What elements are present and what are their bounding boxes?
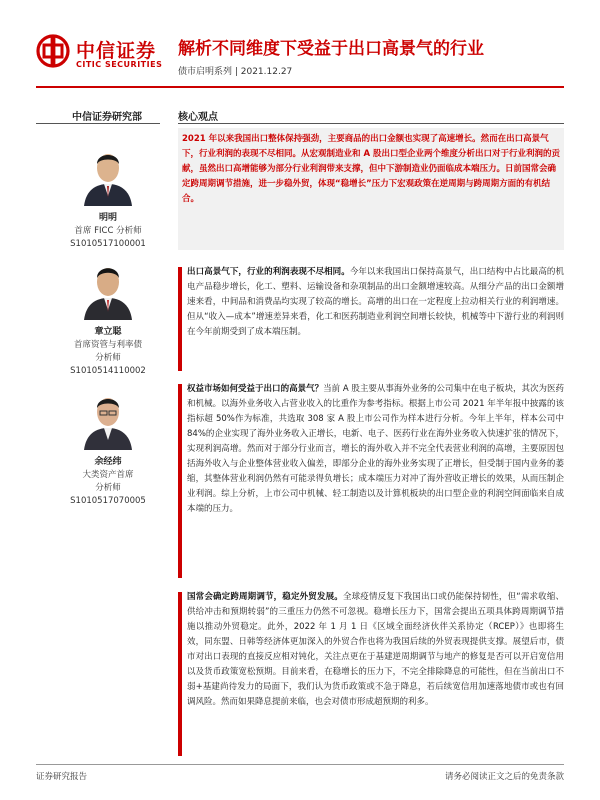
analyst-photo-icon xyxy=(80,140,136,206)
main-heading-divider xyxy=(178,123,564,124)
analyst-card xyxy=(36,254,180,378)
point-paragraph xyxy=(187,590,564,710)
point-body: 全球疫情反复下我国出口或仍能保持韧性，但“需求收缩、供给冲击和预期转弱”的三重压力仍然不可忽视。稳增长压力下，国常会提出五项具体跨周期调节措施以推动外贸稳定。此外，2022 年 1 月 1 日《区域全面经济伙伴关系协定（RCEP）》也即将生效，同东盟、日韩等经济体更加深入的外贸合作也将为我国后续的外贸表现提供支撑。展望后市，债市对出口表现的直接反应相对钝化，关注点更在于基建逆周期调节与地产的修复是否可以开启宽信用以及货币政策宽松预期。目前来看，在稳增长的压力下，不完全排除降息的可能性，但在当前出口不弱+基建尚待发力的局面下，我们认为货币政策或不急于降息，若后续宽信用加速落地债市或也有回调风险。然而如果降息提前来临，也会对债市形成超预期的利多。 xyxy=(187,592,564,707)
analyst-photo-icon xyxy=(80,384,136,450)
brand-name-en: CITIC SECURITIES xyxy=(76,60,163,69)
analyst-role: 分析师 xyxy=(95,483,121,493)
point-body: 今年以来我国出口保持高景气，出口结构中占比最高的机电产品稳步增长，化工、塑料、运输设备和杂项制品的出口金额增速较高。从细分产品的出口金额增速来看，中间品和消费品均实现了较高的增长。高增的出口在一定程度上拉动相关行业的利润增速。但从“收入—成本”增速差异来看，化工和医药制造业利润空间增长较快，机械等中下游行业的利润则在今年前期受到了成本端压制。 xyxy=(187,267,564,337)
report-title: 解析不同维度下受益于出口高景气的行业 xyxy=(178,39,484,59)
header-divider xyxy=(36,86,564,88)
analyst-name: 章立聪 xyxy=(94,327,122,337)
point-lead: 国常会确定跨周期调节，稳定外贸发展。 xyxy=(187,592,343,602)
point-lead: 出口高景气下，行业的利润表现不尽相同。 xyxy=(187,267,350,277)
point-marker xyxy=(178,267,182,371)
analyst-cert: S1010517070005 xyxy=(70,496,146,506)
point-body: 当前 A 股主要从事海外业务的公司集中在电子板块，其次为医药和机械。以海外业务收入占营业收入的比重作为参考指标。根据上市公司 2021 年半年报中披露的该指标超 50%作为标准，共选取 308 家 A 股上市公司作为样本进行分析。今年上半年，样本公司中 84%的企业实现了海外业务收入正增长，电新、电子、医药行业在海外业务收入快速扩张的情况下，实现利润高增。然而对于部分行业而言，增长的海外收入并不完全代表营业利润的高增，主要原因包括海外收入与企业整体营业收入偏差，即部分企业的海外业务实现了正增长，但受制于国内业务的萎缩，其整体营业利润仍然有可能录得负增长；成本端压力对冲了海外营收正增长的效果，从而压制企业利润。综上分析，上市公司中机械、轻工制造以及计算机板块的出口型企业的利润空间面临来自成本端的压力。 xyxy=(187,384,564,514)
analyst-role: 分析师 xyxy=(95,353,121,363)
key-point xyxy=(178,382,564,517)
analyst-role: 首席 FICC 分析师 xyxy=(74,226,142,236)
key-point xyxy=(178,265,564,340)
summary-box xyxy=(178,128,564,250)
sidebar-heading-divider xyxy=(36,123,160,124)
analyst-role: 大类资产首席 xyxy=(82,470,134,480)
brand-name-cn: 中信证券 xyxy=(76,40,157,62)
analyst-name: 明明 xyxy=(98,213,117,223)
analyst-card xyxy=(36,384,180,508)
point-paragraph xyxy=(187,382,564,517)
report-series-date: 债市启明系列 | 2021.12.27 xyxy=(178,67,293,77)
point-marker xyxy=(178,592,182,756)
analyst-card xyxy=(36,140,180,251)
footer-disclaimer: 请务必阅读正文之后的免责条款 xyxy=(444,772,564,782)
analyst-name: 余经纬 xyxy=(94,457,122,467)
sidebar-heading: 中信证券研究部 xyxy=(72,112,142,123)
analyst-cert: S1010514110002 xyxy=(70,366,146,376)
point-lead: 权益市场如何受益于出口的高景气？ xyxy=(187,384,324,394)
summary-text: 2021 年以来我国出口整体保持强劲，主要商品的出口金额也实现了高速增长。然而在出口高景气下，行业利润的表现不尽相同。从宏观制造业和 A 股出口型企业两个维度分析出口对于行业利润的贡献，虽然出口高增能够为部分行业利润带来支撑，但中下游制造业仍面临成本端压力。日前国常会确定跨周期调节措施，进一步稳外贸，体现“稳增长”压力下宏观政策在逆周期与跨周期方面的有机结合。 xyxy=(182,134,561,204)
analyst-role: 首席资管与利率债 xyxy=(73,340,142,350)
footer-divider xyxy=(36,764,564,765)
main-heading: 核心观点 xyxy=(178,112,218,123)
analyst-photo-icon xyxy=(80,254,136,320)
analyst-cert: S1010517100001 xyxy=(70,239,146,249)
citic-logo xyxy=(36,32,172,76)
citic-logo-icon xyxy=(36,34,70,68)
key-point xyxy=(178,590,564,710)
point-paragraph xyxy=(187,265,564,340)
point-marker xyxy=(178,384,182,578)
footer-left: 证券研究报告 xyxy=(36,772,88,782)
